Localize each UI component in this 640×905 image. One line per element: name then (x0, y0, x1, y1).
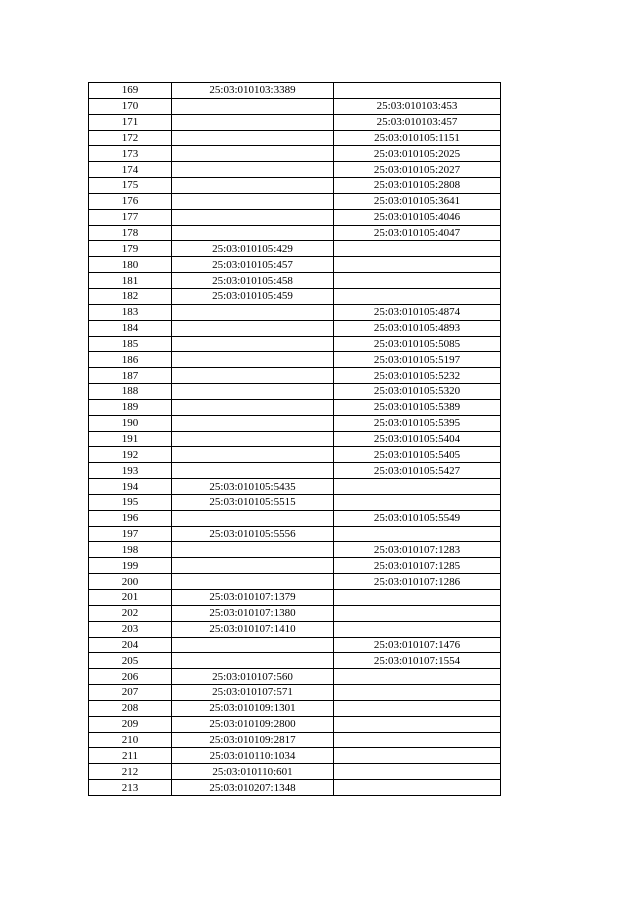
table-row (89, 748, 501, 764)
cadastral-number-cell-a (172, 399, 334, 415)
cadastral-number-cell-b (334, 273, 501, 289)
cadastral-number-cell-a: 25:03:010109:2800 (172, 716, 334, 732)
table-row (89, 288, 501, 304)
table-row (89, 257, 501, 273)
table-row (89, 653, 501, 669)
row-number-cell: 199 (89, 558, 172, 574)
table-row (89, 320, 501, 336)
cadastral-number-cell-a (172, 178, 334, 194)
row-number-cell: 192 (89, 447, 172, 463)
row-number-cell: 212 (89, 764, 172, 780)
cadastral-number-cell-a (172, 193, 334, 209)
cadastral-number-cell-a: 25:03:010103:3389 (172, 83, 334, 99)
cadastral-number-cell-b: 25:03:010105:5404 (334, 431, 501, 447)
table-row (89, 590, 501, 606)
cadastral-number-cell-b (334, 748, 501, 764)
row-number-cell: 211 (89, 748, 172, 764)
row-number-cell: 172 (89, 130, 172, 146)
row-number-cell: 179 (89, 241, 172, 257)
table-row (89, 83, 501, 99)
cadastral-number-cell-b (334, 526, 501, 542)
cadastral-number-cell-b (334, 605, 501, 621)
row-number-cell: 189 (89, 399, 172, 415)
cadastral-number-cell-a (172, 352, 334, 368)
row-number-cell: 206 (89, 669, 172, 685)
table-row (89, 447, 501, 463)
row-number-cell: 213 (89, 780, 172, 796)
cadastral-number-cell-b: 25:03:010105:5405 (334, 447, 501, 463)
cadastral-number-cell-a (172, 225, 334, 241)
cadastral-number-cell-a (172, 209, 334, 225)
cadastral-number-cell-a (172, 320, 334, 336)
row-number-cell: 177 (89, 209, 172, 225)
cadastral-number-cell-b (334, 764, 501, 780)
table-row (89, 526, 501, 542)
cadastral-number-cell-a: 25:03:010110:601 (172, 764, 334, 780)
row-number-cell: 196 (89, 510, 172, 526)
cadastral-number-cell-a: 25:03:010105:459 (172, 288, 334, 304)
table-row (89, 399, 501, 415)
cadastral-number-cell-a: 25:03:010109:1301 (172, 700, 334, 716)
table-row (89, 304, 501, 320)
table-row (89, 209, 501, 225)
row-number-cell: 187 (89, 368, 172, 384)
cadastral-number-cell-a (172, 431, 334, 447)
cadastral-number-cell-b: 25:03:010107:1554 (334, 653, 501, 669)
row-number-cell: 184 (89, 320, 172, 336)
row-number-cell: 205 (89, 653, 172, 669)
row-number-cell: 182 (89, 288, 172, 304)
cadastral-number-cell-a (172, 368, 334, 384)
cadastral-number-cell-b (334, 685, 501, 701)
cadastral-number-cell-a (172, 98, 334, 114)
cadastral-number-cell-b (334, 83, 501, 99)
cadastral-number-cell-a: 25:03:010105:5435 (172, 479, 334, 495)
row-number-cell: 195 (89, 494, 172, 510)
cadastral-number-cell-a: 25:03:010105:5556 (172, 526, 334, 542)
table-row (89, 494, 501, 510)
cadastral-number-cell-a: 25:03:010105:457 (172, 257, 334, 273)
table-row (89, 98, 501, 114)
cadastral-number-cell-b (334, 479, 501, 495)
cadastral-number-cell-b: 25:03:010107:1286 (334, 574, 501, 590)
table-row (89, 146, 501, 162)
row-number-cell: 203 (89, 621, 172, 637)
cadastral-number-cell-a (172, 542, 334, 558)
row-number-cell: 180 (89, 257, 172, 273)
cadastral-number-cell-a (172, 304, 334, 320)
row-number-cell: 194 (89, 479, 172, 495)
table-row (89, 574, 501, 590)
table-row (89, 685, 501, 701)
cadastral-number-cell-b (334, 241, 501, 257)
cadastral-number-cell-a: 25:03:010107:1379 (172, 590, 334, 606)
cadastral-number-cell-b: 25:03:010105:5320 (334, 384, 501, 400)
cadastral-number-cell-b (334, 780, 501, 796)
cadastral-number-cell-b (334, 494, 501, 510)
table-row (89, 352, 501, 368)
table-row (89, 732, 501, 748)
cadastral-number-cell-a: 25:03:010107:571 (172, 685, 334, 701)
row-number-cell: 193 (89, 463, 172, 479)
table-row (89, 463, 501, 479)
cadastral-number-cell-b: 25:03:010105:5389 (334, 399, 501, 415)
table-row (89, 605, 501, 621)
cadastral-number-cell-b (334, 288, 501, 304)
table-body (89, 83, 501, 796)
row-number-cell: 175 (89, 178, 172, 194)
cadastral-number-cell-a (172, 447, 334, 463)
table-row (89, 479, 501, 495)
row-number-cell: 207 (89, 685, 172, 701)
row-number-cell: 191 (89, 431, 172, 447)
row-number-cell: 171 (89, 114, 172, 130)
table-row (89, 336, 501, 352)
table-row (89, 225, 501, 241)
row-number-cell: 209 (89, 716, 172, 732)
cadastral-number-cell-a: 25:03:010107:1410 (172, 621, 334, 637)
cadastral-number-cell-b: 25:03:010105:4874 (334, 304, 501, 320)
row-number-cell: 173 (89, 146, 172, 162)
cadastral-number-cell-b: 25:03:010107:1285 (334, 558, 501, 574)
row-number-cell: 201 (89, 590, 172, 606)
cadastral-number-cell-a: 25:03:010107:560 (172, 669, 334, 685)
table-row (89, 510, 501, 526)
cadastral-number-cell-a: 25:03:010107:1380 (172, 605, 334, 621)
table-row (89, 780, 501, 796)
cadastral-number-cell-a: 25:03:010105:5515 (172, 494, 334, 510)
cadastral-number-cell-b (334, 621, 501, 637)
cadastral-number-cell-a (172, 130, 334, 146)
cadastral-number-cell-a (172, 114, 334, 130)
cadastral-number-cell-b: 25:03:010105:2808 (334, 178, 501, 194)
cadastral-number-cell-b: 25:03:010103:457 (334, 114, 501, 130)
cadastral-number-cell-a (172, 637, 334, 653)
table-row (89, 558, 501, 574)
table-row (89, 114, 501, 130)
row-number-cell: 169 (89, 83, 172, 99)
cadastral-number-cell-b: 25:03:010105:5232 (334, 368, 501, 384)
cadastral-number-cell-a: 25:03:010109:2817 (172, 732, 334, 748)
table-row (89, 637, 501, 653)
table-row (89, 178, 501, 194)
table-row (89, 130, 501, 146)
cadastral-number-cell-b: 25:03:010105:5085 (334, 336, 501, 352)
cadastral-number-cell-b: 25:03:010105:5197 (334, 352, 501, 368)
row-number-cell: 185 (89, 336, 172, 352)
cadastral-number-cell-b: 25:03:010105:1151 (334, 130, 501, 146)
row-number-cell: 210 (89, 732, 172, 748)
cadastral-number-cell-b: 25:03:010105:2027 (334, 162, 501, 178)
cadastral-number-cell-b (334, 669, 501, 685)
table-row (89, 241, 501, 257)
cadastral-number-cell-b: 25:03:010105:4893 (334, 320, 501, 336)
cadastral-number-cell-a (172, 384, 334, 400)
row-number-cell: 197 (89, 526, 172, 542)
table-row (89, 431, 501, 447)
cadastral-number-cell-b: 25:03:010105:3641 (334, 193, 501, 209)
cadastral-number-cell-b: 25:03:010105:4046 (334, 209, 501, 225)
cadastral-number-cell-b: 25:03:010105:2025 (334, 146, 501, 162)
row-number-cell: 176 (89, 193, 172, 209)
cadastral-number-cell-b (334, 257, 501, 273)
cadastral-number-cell-b (334, 590, 501, 606)
cadastral-number-cell-a: 25:03:010105:458 (172, 273, 334, 289)
table-row (89, 193, 501, 209)
table-row (89, 621, 501, 637)
cadastral-number-cell-b: 25:03:010107:1476 (334, 637, 501, 653)
row-number-cell: 190 (89, 415, 172, 431)
table-row (89, 162, 501, 178)
cadastral-number-cell-a (172, 162, 334, 178)
row-number-cell: 208 (89, 700, 172, 716)
cadastral-number-cell-b: 25:03:010105:5395 (334, 415, 501, 431)
table-row (89, 415, 501, 431)
cadastral-number-cell-a (172, 146, 334, 162)
cadastral-number-cell-b: 25:03:010105:4047 (334, 225, 501, 241)
cadastral-number-cell-a (172, 653, 334, 669)
row-number-cell: 204 (89, 637, 172, 653)
table-row (89, 716, 501, 732)
table-row (89, 384, 501, 400)
row-number-cell: 181 (89, 273, 172, 289)
table-row (89, 764, 501, 780)
table-row (89, 273, 501, 289)
cadastral-number-cell-a: 25:03:010207:1348 (172, 780, 334, 796)
table-row (89, 669, 501, 685)
cadastral-number-cell-a (172, 415, 334, 431)
cadastral-number-cell-b: 25:03:010107:1283 (334, 542, 501, 558)
cadastral-number-cell-a (172, 336, 334, 352)
row-number-cell: 186 (89, 352, 172, 368)
cadastral-number-cell-a (172, 463, 334, 479)
row-number-cell: 202 (89, 605, 172, 621)
cadastral-number-cell-a: 25:03:010110:1034 (172, 748, 334, 764)
cadastral-number-cell-a: 25:03:010105:429 (172, 241, 334, 257)
cadastral-number-cell-b: 25:03:010105:5549 (334, 510, 501, 526)
cadastral-number-cell-b (334, 700, 501, 716)
row-number-cell: 170 (89, 98, 172, 114)
row-number-cell: 200 (89, 574, 172, 590)
table-row (89, 700, 501, 716)
table-row (89, 542, 501, 558)
cadastral-number-table (88, 82, 501, 796)
cadastral-number-cell-a (172, 510, 334, 526)
table-row (89, 368, 501, 384)
row-number-cell: 198 (89, 542, 172, 558)
cadastral-number-cell-a (172, 558, 334, 574)
cadastral-number-cell-b: 25:03:010103:453 (334, 98, 501, 114)
cadastral-number-cell-a (172, 574, 334, 590)
cadastral-number-cell-b (334, 716, 501, 732)
row-number-cell: 178 (89, 225, 172, 241)
cadastral-number-cell-b: 25:03:010105:5427 (334, 463, 501, 479)
row-number-cell: 174 (89, 162, 172, 178)
row-number-cell: 183 (89, 304, 172, 320)
row-number-cell: 188 (89, 384, 172, 400)
cadastral-number-cell-b (334, 732, 501, 748)
